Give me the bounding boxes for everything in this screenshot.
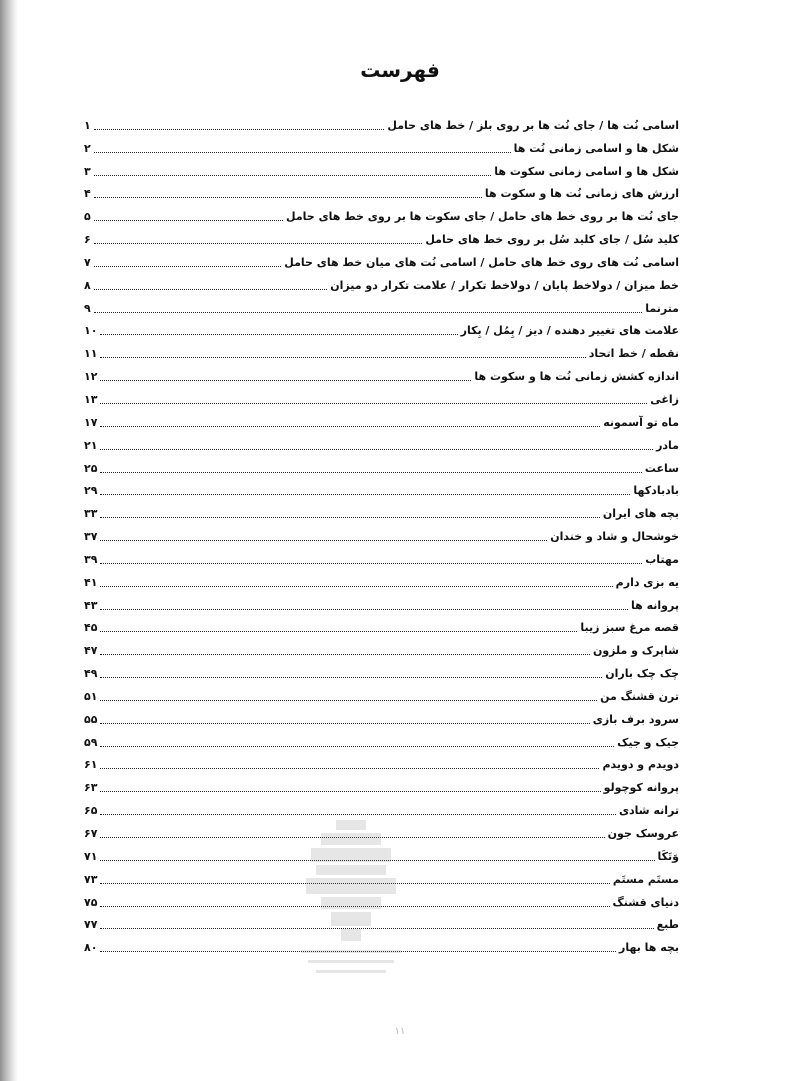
toc-entry: [84, 521, 679, 544]
stamp-watermark: [296, 815, 406, 980]
page-title: فهرست: [360, 58, 440, 82]
toc-entry-page-number: ۷: [84, 255, 91, 269]
dot-leader: [100, 449, 653, 450]
dot-leader: [100, 609, 628, 610]
toc-entry-title: اسامی نُت های روی خط های حامل / اسامی نُت های میان خط های حامل: [284, 255, 679, 269]
toc-entry-title: شکل ها و اسامی زمانی سکوت ها: [494, 164, 679, 178]
dot-leader: [100, 654, 590, 655]
toc-entry-page-number: ۱۱: [84, 347, 98, 361]
toc-entry: [84, 772, 679, 795]
toc-entry: [84, 156, 679, 179]
toc-entry-page-number: ۶: [84, 233, 91, 247]
dot-leader: [100, 472, 641, 473]
toc-entry-title: بادبادکها: [633, 484, 679, 498]
toc-entry-page-number: ۲۹: [84, 484, 98, 498]
toc-entry-page-number: ۶۱: [84, 758, 98, 772]
dot-leader: [100, 746, 614, 747]
toc-entry-page-number: ۳۹: [84, 552, 98, 566]
toc-entry-title: کلید سُل / جای کلید سُل بر روی خط های حامل: [425, 233, 679, 247]
toc-entry: [84, 133, 679, 156]
dot-leader: [100, 791, 600, 792]
dot-leader: [100, 357, 585, 358]
toc-entry: [84, 407, 679, 430]
toc-entry-page-number: ۴۱: [84, 575, 98, 589]
toc-entry-page-number: ۶۷: [84, 827, 98, 840]
toc-entry-title: خط میزان / دولاخط پایان / دولاخط تکرار / علامت تکرار دو میزان: [330, 278, 679, 292]
toc-entry-page-number: ۷۳: [84, 872, 98, 886]
toc-entry-title: اسامی نُت ها / جای نُت ها بر روی بلز / خط های حامل: [387, 118, 679, 132]
toc-entry-page-number: ۱۷: [84, 415, 98, 429]
toc-entry-title: ترانه شادی: [618, 804, 679, 818]
toc-entry-page-number: ۹: [84, 301, 91, 315]
toc-entry: [84, 453, 679, 476]
dot-leader: [94, 129, 385, 130]
dot-leader: [94, 312, 643, 313]
toc-entry-page-number: ۳۳: [84, 507, 98, 521]
dot-leader: [94, 175, 492, 176]
toc-entry-title: شاپرک و ملزون: [592, 644, 679, 658]
toc-entry-title: سرود برف بازی: [592, 712, 679, 726]
toc-entry-title: نقطه / خط اتحاد: [588, 347, 679, 361]
toc-entry: [84, 224, 679, 247]
toc-entry-title: دنیای قشنگ: [612, 895, 679, 909]
toc-entry-page-number: ۸: [84, 278, 91, 292]
toc-entry-page-number: ۴۷: [84, 644, 98, 658]
dot-leader: [94, 243, 423, 244]
dot-leader: [100, 768, 599, 769]
dot-leader: [100, 426, 600, 427]
toc-entry: [84, 704, 679, 727]
toc-entry-title: وَتَکَا: [657, 849, 679, 863]
toc-entry: [84, 613, 679, 636]
toc-entry-page-number: ۵: [84, 210, 91, 224]
toc-entry-title: طبع: [656, 918, 679, 932]
toc-entry: [84, 430, 679, 453]
toc-entry-title: قصه مرغ سبز زیبا: [580, 621, 679, 635]
dot-leader: [100, 586, 612, 587]
dot-leader: [94, 220, 283, 221]
toc-entry-title: ساعت: [644, 461, 679, 475]
toc-entry: [84, 384, 679, 407]
toc-entry-page-number: ۱۳: [84, 392, 98, 406]
toc-entry: [84, 201, 679, 224]
toc-entry-title: عروسک جون: [607, 827, 679, 840]
toc-entry-page-number: ۳۷: [84, 530, 98, 544]
toc-entry-page-number: ۶۵: [84, 804, 98, 818]
toc-entry-title: خوشحال و شاد و خندان: [550, 530, 679, 544]
toc-entry-title: جای نُت ها بر روی خط های حامل / جای سکوت ها بر روی خط های حامل: [286, 210, 679, 224]
toc-entry-page-number: ۶۳: [84, 781, 98, 795]
toc-entry-title: دویدم و دویدم: [602, 758, 679, 772]
toc-entry-title: ترن قشنگ من: [600, 689, 679, 703]
toc-entry-page-number: ۷۷: [84, 918, 98, 932]
toc-entry-title: مهتاب: [645, 552, 679, 566]
toc-entry-title: ماه تو آسمونه: [603, 415, 679, 429]
toc-entry: [84, 681, 679, 704]
dot-leader: [94, 266, 282, 267]
toc-entry-title: پروانه کوچولو: [603, 781, 679, 795]
scan-shadow-edge: [0, 0, 18, 1081]
faint-page-mark: ۱۱: [394, 1026, 406, 1037]
toc-entry-page-number: ۲۵: [84, 461, 98, 475]
toc-entry: [84, 727, 679, 750]
toc-entry-title: مادر: [656, 438, 679, 452]
toc-entry-title: جیک و جیک: [617, 735, 679, 749]
toc-entry-title: یه بزی دارم: [615, 575, 679, 589]
dot-leader: [100, 700, 597, 701]
dot-leader: [94, 197, 482, 198]
toc-entry-title: ارزش های زمانی نُت ها و سکوت ها: [484, 187, 679, 201]
toc-entry-page-number: ۱۲: [84, 370, 98, 384]
toc-entry: [84, 293, 679, 316]
toc-entry-title: زاغی: [650, 392, 679, 406]
toc-entry-page-number: ۵۹: [84, 735, 98, 749]
dot-leader: [100, 563, 642, 564]
toc-entry-page-number: ۱: [84, 118, 91, 132]
dot-leader: [94, 289, 328, 290]
toc-entry-title: اندازه کشش زمانی نُت ها و سکوت ها: [474, 370, 679, 384]
toc-entry-title: مترنما: [645, 301, 679, 315]
toc-entry-title: بچه ها بهار: [618, 941, 679, 955]
toc-entry: [84, 247, 679, 270]
toc-entry: [84, 270, 679, 293]
toc-entry-title: پروانه ها: [631, 598, 679, 612]
dot-leader: [100, 631, 577, 632]
dot-leader: [94, 152, 511, 153]
toc-entry: [84, 590, 679, 613]
dot-leader: [100, 380, 471, 381]
toc-entry-page-number: ۴۵: [84, 621, 98, 635]
toc-entry: [84, 316, 679, 339]
toc-entry-page-number: ۸۰: [84, 941, 98, 955]
toc-entry-title: شکل ها و اسامی زمانی نُت ها: [513, 141, 679, 155]
toc-entry: [84, 635, 679, 658]
toc-entry: [84, 750, 679, 773]
toc-entry: [84, 498, 679, 521]
toc-entry: [84, 110, 679, 133]
dot-leader: [100, 517, 599, 518]
toc-entry-page-number: ۷۵: [84, 895, 98, 909]
toc-entry-title: بچه های ایران: [602, 507, 679, 521]
toc-entry: [84, 544, 679, 567]
toc-entry-page-number: ۵۵: [84, 712, 98, 726]
dot-leader: [100, 494, 630, 495]
toc-entry-page-number: ۴۹: [84, 667, 98, 681]
toc-entry-title: چک چک باران: [605, 667, 679, 681]
toc-entry: [84, 179, 679, 202]
toc-entry-page-number: ۱۰: [84, 324, 98, 338]
dot-leader: [100, 334, 457, 335]
dot-leader: [100, 540, 547, 541]
toc-entry-page-number: ۴۳: [84, 598, 98, 612]
toc-entry: [84, 361, 679, 384]
dot-leader: [100, 403, 647, 404]
toc-entry-page-number: ۴: [84, 187, 91, 201]
dot-leader: [100, 723, 589, 724]
toc-entry-page-number: ۲: [84, 141, 91, 155]
toc-entry: [84, 567, 679, 590]
toc-entry-title: علامت های تغییر دهنده / دیز / بِمُل / بِکار: [460, 324, 679, 338]
toc-entry-page-number: ۲۱: [84, 438, 98, 452]
toc-entry-page-number: ۷۱: [84, 849, 98, 863]
dot-leader: [100, 677, 602, 678]
toc-entry: [84, 476, 679, 499]
toc-entry-page-number: ۳: [84, 164, 91, 178]
toc-entry-page-number: ۵۱: [84, 689, 98, 703]
toc-entry-title: مستَم مستَم: [612, 872, 679, 886]
toc-entry: [84, 338, 679, 361]
toc-entry: [84, 658, 679, 681]
